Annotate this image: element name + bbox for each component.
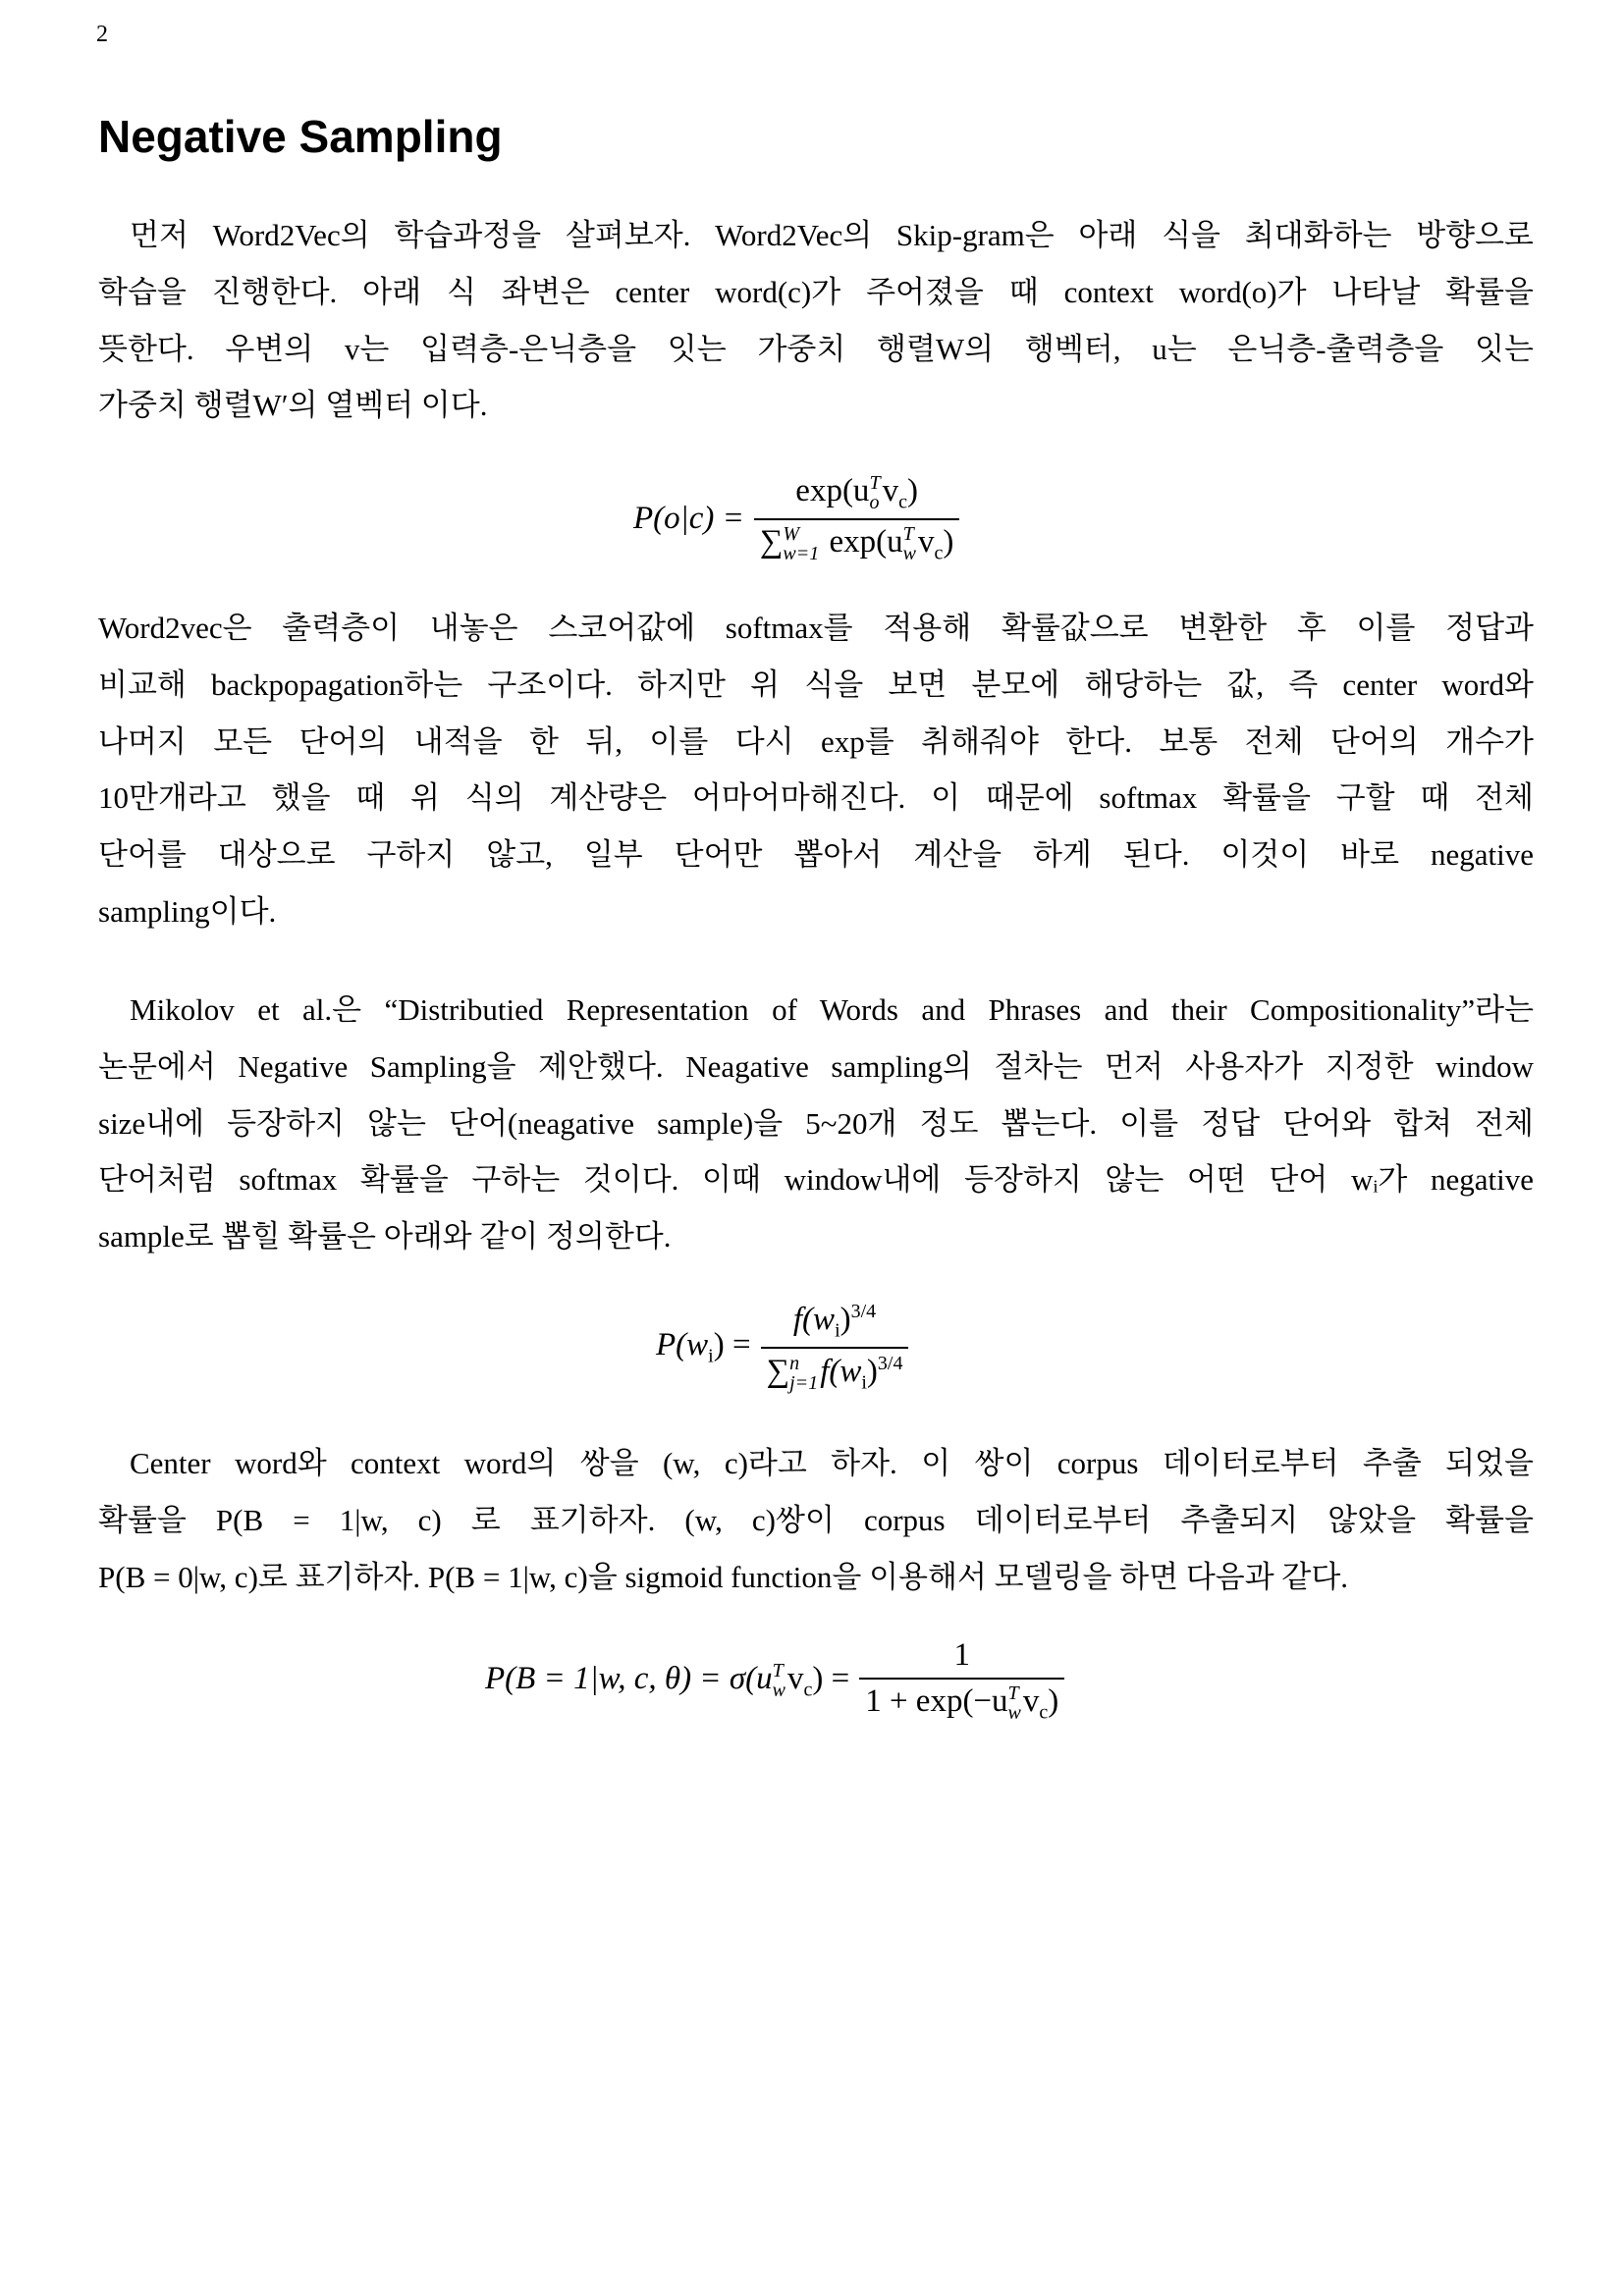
eq-sub: c	[1039, 1701, 1049, 1724]
eq-sub: i	[861, 1371, 867, 1394]
equation-sigmoid	[485, 1637, 1064, 1725]
eq-sup: W	[783, 523, 800, 546]
sum-symbol: ∑	[759, 523, 784, 560]
eq-sub: o	[869, 492, 880, 514]
eq-sub: w	[772, 1679, 785, 1701]
eq-den: f(w	[820, 1353, 862, 1389]
text-line: size내에 등장하지 않는 단어(neagative sample)을 5~20개 정도 뽑는다. 이를 정답 단어와 합쳐 전체	[98, 1105, 1534, 1141]
eq-v: v	[917, 523, 935, 560]
eq-sub: c	[898, 491, 907, 513]
eq-paren: )	[839, 1302, 851, 1337]
eq-paren: )	[943, 523, 954, 560]
paragraph-3	[98, 982, 1534, 1265]
eq-v: v	[786, 1660, 804, 1696]
text-line: 가중치 행렬W′의 열벡터 이다.	[98, 388, 488, 423]
eq-sup: T	[902, 523, 914, 546]
eq-sup: T	[869, 472, 881, 495]
eq-sup: n	[789, 1353, 800, 1375]
text-line: 학습을 진행한다. 아래 식 좌변은 center word(c)가 주어졌을 때 context word(o)가 나타날 확률을	[98, 274, 1534, 309]
text-line: P(B = 0|w, c)로 표기하자. P(B = 1|w, c)을 sigmoid function을 이용해서 모델링을 하면 다음과 같다.	[98, 1559, 1349, 1594]
eq-power: 3/4	[850, 1301, 877, 1322]
text-line: 10만개라고 했을 때 위 식의 계산량은 어마어마해진다. 이 때문에 softmax 확률을 구할 때 전체	[98, 780, 1534, 816]
eq-sub: c	[934, 542, 944, 564]
eq-num: f(w	[792, 1302, 836, 1337]
eq-v: v	[1022, 1683, 1040, 1719]
eq-paren: ) =	[713, 1326, 751, 1362]
eq-paren: ) =	[812, 1660, 850, 1696]
text-line: 먼저 Word2Vec의 학습과정을 살펴보자. Word2Vec의 Skip-gram은 아래 식을 최대화하는 방향으로	[130, 218, 1534, 252]
eq-sub: w	[902, 543, 916, 565]
text-line: Mikolov et al.은 “Distributied Representation of Words and Phrases and their Compositionality”라는	[130, 992, 1534, 1027]
equation-softmax	[633, 473, 959, 564]
text-line: 나머지 모든 단어의 내적을 한 뒤, 이를 다시 exp를 취해줘야 한다. 보통 전체 단어의 개수가	[98, 723, 1534, 759]
eq-num: 1	[953, 1637, 970, 1673]
eq-sub: i	[708, 1345, 714, 1367]
eq-lhs: P(B = 1|w, c, θ) = σ(u	[485, 1660, 773, 1696]
text-line: 단어처럼 softmax 확률을 구하는 것이다. 이때 window내에 등장하지 않는 어떤 단어 wᵢ가 negative	[98, 1162, 1534, 1198]
eq-sup: T	[772, 1659, 784, 1682]
eq-sup: T	[1007, 1682, 1019, 1705]
eq-paren: )	[1048, 1683, 1059, 1719]
text-line: Center word와 context word의 쌍을 (w, c)라고 하자. 이 쌍이 corpus 데이터로부터 추출 되었을	[130, 1446, 1534, 1480]
paragraph-1	[98, 207, 1534, 434]
text-line: sample로 뽑힐 확률은 아래와 같이 정의한다.	[98, 1219, 672, 1255]
text-line: 논문에서 Negative Sampling을 제안했다. Neagative sampling의 절차는 먼저 사용자가 지정한 window	[98, 1048, 1534, 1084]
paragraph-4	[98, 1435, 1534, 1605]
text-line: Word2vec은 출력층이 내놓은 스코어값에 softmax를 적용해 확률값으로 변환한 후 이를 정답과	[98, 611, 1534, 645]
paragraph-2	[98, 600, 1534, 940]
eq-sub: c	[803, 1679, 813, 1701]
eq-den: exp(u	[821, 523, 903, 560]
page-number: 2	[96, 22, 108, 47]
eq-sub: i	[835, 1319, 840, 1342]
eq-den: 1 + exp(−u	[865, 1683, 1008, 1719]
eq-paren: )	[906, 473, 918, 508]
eq-num: exp(u	[795, 473, 870, 508]
eq-v: v	[882, 473, 899, 508]
text-line: 단어를 대상으로 구하지 않고, 일부 단어만 뽑아서 계산을 하게 된다. 이것이 바로 negative	[98, 837, 1534, 873]
section-title: Negative Sampling	[98, 111, 503, 162]
text-line: 뜻한다. 우변의 v는 입력층-은닉층을 잇는 가중치 행렬W의 행벡터, u는 은닉층-출력층을 잇는	[98, 331, 1534, 366]
text-line: 비교해 backpopagation하는 구조이다. 하지만 위 식을 보면 분모에 해당하는 값, 즉 center word와	[98, 667, 1534, 702]
eq-paren: )	[866, 1353, 878, 1389]
eq-power: 3/4	[877, 1352, 903, 1374]
eq-sub: w	[1007, 1702, 1021, 1725]
eq-lhs: P(o|c) =	[633, 501, 744, 537]
eq-sub: j=1	[789, 1372, 819, 1395]
text-line: 확률을 P(B = 1|w, c) 로 표기하자. (w, c)쌍이 corpus 데이터로부터 추출되지 않았을 확률을	[98, 1502, 1534, 1537]
text-line: sampling이다.	[98, 893, 277, 929]
equation-negative-sampling-prob	[656, 1301, 908, 1394]
eq-lhs: P(w	[656, 1326, 709, 1362]
sum-symbol: ∑	[766, 1353, 790, 1389]
eq-sub: w=1	[783, 543, 820, 565]
